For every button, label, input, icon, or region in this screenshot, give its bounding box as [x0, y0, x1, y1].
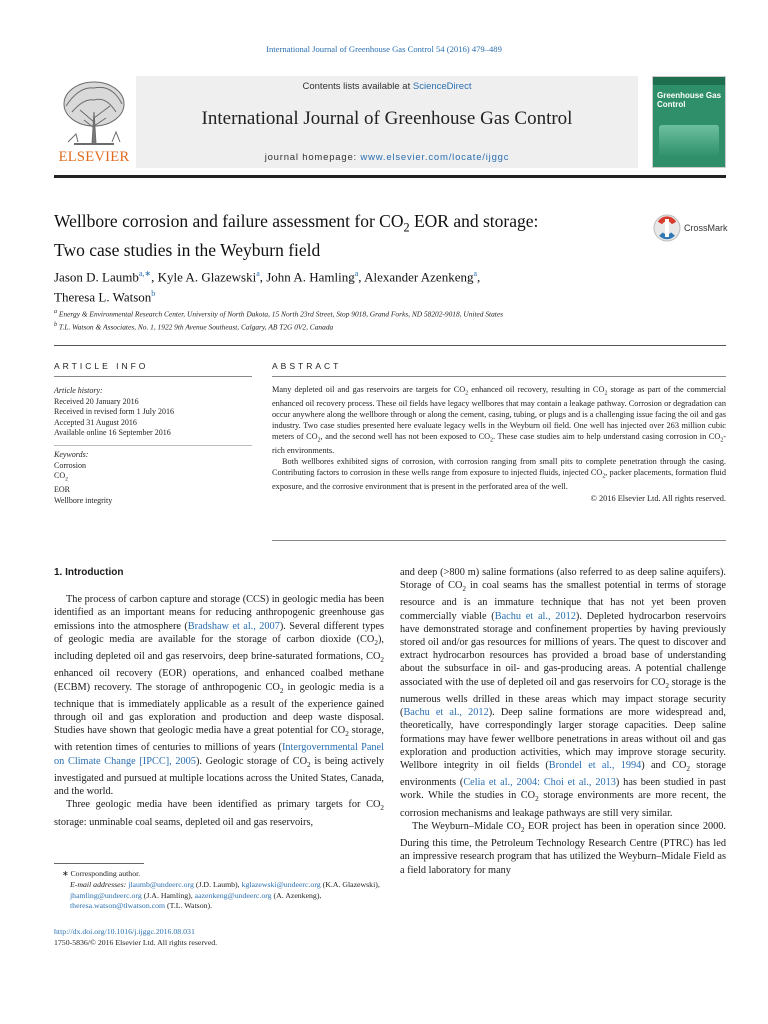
- email-label: E-mail addresses:: [70, 879, 129, 889]
- crossmark-label: CrossMark: [684, 223, 728, 233]
- author-name[interactable]: Kyle A. Glazewski: [157, 269, 257, 285]
- footnote-rule: [54, 863, 144, 864]
- author-separator: ,: [477, 269, 481, 285]
- body-paragraph: Three geologic media have been identified as primary targets for $CO_2$ storage: unminable coal seams, depleted oil and gas reservoirs,: [54, 799, 384, 828]
- body-column-right: [400, 566, 726, 877]
- citation-link[interactable]: Celia et al., 2004: Choi et al., 2013: [463, 777, 616, 789]
- author-list: [54, 265, 694, 306]
- homepage-link[interactable]: www.elsevier.com/locate/ijggc: [360, 152, 510, 163]
- abstract-bottom-rule: [272, 540, 726, 541]
- homepage-prefix: journal homepage:: [264, 152, 361, 163]
- running-head[interactable]: International Journal of Greenhouse Gas Control 54 (2016) 479–489: [266, 44, 502, 54]
- citation-link[interactable]: Intergovernmental Panel on Climate Change [IPCC], 2005: [54, 742, 384, 767]
- crossmark-icon: [652, 213, 682, 243]
- citation-link[interactable]: Bradshaw et al., 2007: [187, 620, 280, 632]
- title-part: Wellbore corrosion and failure assessment for CO: [54, 211, 404, 231]
- email-link[interactable]: jlaumb@undeerc.org: [128, 879, 194, 889]
- cover-art-icon: [659, 125, 719, 157]
- email-link[interactable]: aazenkeng@undeerc.org: [194, 890, 272, 900]
- body-paragraph: The Weyburn–Midale $CO_2$ EOR project has been in operation since 2000. During this time, the Petroleum Technology Research Centre (PTRC) has led an impressive research program that has utilized the Weyburn–Midale Field as a field laboratory for many: [400, 820, 726, 876]
- affiliation-mark: a: [54, 309, 58, 315]
- email-owner: (T.L. Watson).: [165, 901, 213, 911]
- author-separator: ,: [151, 269, 158, 285]
- cover-title: Greenhouse Gas Control: [657, 91, 722, 109]
- citation-link[interactable]: Bachu et al., 2012: [403, 707, 489, 719]
- author-separator: ,: [358, 269, 365, 285]
- title-subscript: 2: [403, 220, 410, 235]
- body-paragraph: and deep (>800 m) saline formations (also referred to as deep saline aquifers). Storage of $CO_2$ in coal seams has the smallest potential in terms of storage resource and is an immature technique that has not yet been proven commercially viable (Bachu et al., 2012). Depleted hydrocarbon reservoirs have demonstrated storage and confinement properties by having previously stored oil and/or gas resources for millions of years. The quest to discover and extract hydrocarbon resources has provided a broad base of understanding about the subsurface in oil- and gas-producing areas. A potential challenge associated with the use of depleted oil and gas reservoirs for $CO_2$ storage is the numerous wells drilled in these areas which may impact storage security (Bachu et al., 2012). Deep saline formations are more widespread and, theoretically, have correspondingly larger storage capacities. Deep saline formations may have fewer wellbore penetrations in areas without oil and gas exploration and production activities, which may improve storage security. Wellbore integrity in oil fields (Brondel et al., 1994) and $CO_2$ storage environments (Celia et al., 2004: Choi et al., 2013) has been studied in past work. While the studies in $CO_2$ storage environments are more recent, the corrosion mechanisms and leakage pathways are still very similar.: [400, 567, 727, 819]
- author-affiliation-mark[interactable]: b: [151, 289, 156, 299]
- journal-header-band: [136, 76, 638, 168]
- contents-line: [136, 81, 638, 92]
- section-heading-introduction: 1. Introduction: [54, 567, 124, 578]
- body-column-left: [54, 566, 384, 829]
- citation-link[interactable]: Brondel et al., 1994: [548, 759, 642, 771]
- history-heading: Article history:: [54, 386, 103, 395]
- email-owner: (K.A. Glazewski),: [320, 879, 380, 889]
- article-info-rule: [54, 376, 252, 377]
- author-affiliation-mark[interactable]: a,∗: [138, 269, 152, 278]
- email-owner: (A. Azenkeng),: [271, 890, 322, 900]
- keyword-item: Wellbore integrity: [54, 495, 113, 505]
- author-separator: ,: [259, 269, 267, 285]
- email-link[interactable]: jhamling@undeerc.org: [70, 890, 142, 900]
- abstract-body: [272, 385, 726, 505]
- masthead: [54, 76, 726, 168]
- homepage-line: [136, 152, 638, 163]
- journal-title: International Journal of Greenhouse Gas Control: [201, 108, 573, 129]
- footnotes: [54, 869, 384, 912]
- abstract-label: ABSTRACT: [272, 361, 342, 371]
- title-line-2: Two case studies in the Weyburn field: [54, 239, 321, 260]
- elsevier-tree-logo-icon: [54, 76, 134, 168]
- email-link[interactable]: kglazewski@undeerc.org: [241, 879, 321, 889]
- corresponding-author-note: ∗ Corresponding author.: [62, 869, 141, 878]
- email-addresses: [54, 880, 384, 912]
- article-info: [54, 386, 252, 507]
- article-title: [54, 210, 644, 261]
- author-name[interactable]: Jason D. Laumb: [54, 269, 139, 285]
- history-item: Available online 16 September 2016: [54, 428, 171, 438]
- sciencedirect-link[interactable]: ScienceDirect: [412, 81, 472, 92]
- history-item: Received in revised form 1 July 2016: [54, 407, 174, 417]
- author-name[interactable]: Alexander Azenkeng: [364, 269, 474, 285]
- author-affiliation-mark[interactable]: a: [354, 269, 359, 278]
- doi-block: [54, 927, 384, 949]
- section-rule: [54, 345, 726, 346]
- keywords-heading: Keywords:: [54, 449, 89, 459]
- contents-prefix: Contents lists available at: [302, 81, 413, 92]
- keyword-item: $CO_2$: [54, 471, 68, 483]
- header-rule: [54, 175, 726, 178]
- abstract-paragraph-2: Both wellbores exhibited signs of corrosion, with corrosion ranging from small pits to complete penetration through the casing. Contributing factors to corrosion in these wells range from exposure to injected fluids, injected $CO_2$, packer placements, formation fluid exposure, and the corrosive environment that is present in the perforated area of the well.: [272, 457, 726, 492]
- abstract-paragraph-1: Many depleted oil and gas reservoirs are targets for $CO_2$ enhanced oil recovery, resulting in $CO_2$ storage as part of the commercial enhanced oil recovery process. These oil fields have legacy wellbores that may contain a leakage pathway. Corrosion or degradation can occur anywhere along the wellbore through or along the cement, casing, tubing, or plugs and is a challenging issue facing the oil and gas industry. Two case studies presented here evaluate legacy wells in the Weyburn oil field. One well has injected over 263 million cubic meters of $CO_2$, and the second well has not been exposed to $CO_2$. These case studies aim to help understand casing corrosion in $CO_2$-rich environments.: [272, 385, 727, 456]
- email-link[interactable]: theresa.watson@tlwatson.com: [70, 901, 166, 911]
- affiliation-b: [54, 320, 694, 333]
- email-owner: (J.A. Hamling),: [141, 890, 195, 900]
- author-name[interactable]: John A. Hamling: [266, 269, 355, 285]
- history-item: Accepted 31 August 2016: [54, 417, 137, 427]
- title-part: EOR and storage:: [409, 211, 539, 231]
- citation-link[interactable]: Bachu et al., 2012: [494, 610, 576, 622]
- author-name[interactable]: Theresa L. Watson: [54, 289, 152, 305]
- publisher-name: ELSEVIER: [58, 149, 130, 165]
- affiliation-mark: b: [54, 321, 58, 328]
- affiliations: [54, 307, 694, 333]
- author-affiliation-mark[interactable]: a: [473, 269, 478, 278]
- keywords-rule: [54, 445, 252, 446]
- affiliation-text: Energy & Environmental Research Center, University of North Dakota, 15 North 23rd Street, Stop 9018, Grand Forks, ND 58202-9018, United States: [57, 309, 503, 319]
- issn-line: 1750-5836/© 2016 Elsevier Ltd. All rights reserved.: [54, 937, 218, 947]
- journal-cover-thumbnail[interactable]: [652, 76, 726, 168]
- history-item: Received 20 January 2016: [54, 396, 139, 406]
- copyright: © 2016 Elsevier Ltd. All rights reserved.: [590, 494, 726, 504]
- author-affiliation-mark[interactable]: a: [256, 269, 260, 278]
- keyword-item: Corrosion: [54, 460, 86, 470]
- affiliation-text: T.L. Watson & Associates, No. 1, 1922 9th Avenue Southeast, Calgary, AB T2G 0V2, Canada: [57, 322, 334, 332]
- email-owner: (J.D. Laumb),: [193, 879, 242, 889]
- cover-strip: [653, 77, 725, 85]
- body-paragraph: The process of carbon capture and storage (CCS) in geologic media has been identified as an important means for reducing anthropogenic greenhouse gas emissions into the atmosphere (Bradshaw et al., 2007). Several different types of geologic media are available for the storage of carbon dioxide $(CO_2)$, including depleted oil and gas reservoirs, deep brine-saturated formations, $CO_2$ enhanced oil recovery (EOR) operations, and enhanced coalbed methane (ECBM) recovery. The storage of anthropogenic $CO_2$ in geologic media is a technique that is immediately applicable as a result of the experience gained through oil and gas exploration and production and deep waste disposal. Studies have shown that geologic media have a great potential for $CO_2$ storage, with retention times of centuries to millions of years (Intergovernmental Panel on Climate Change [IPCC], 2005). Geologic storage of $CO_2$ is being actively investigated and pursued at multiple locations across the United States, Canada, and the world.: [54, 594, 384, 798]
- crossmark-badge[interactable]: [652, 213, 728, 245]
- keyword-item: EOR: [54, 485, 70, 495]
- affiliation-a: [54, 307, 694, 320]
- article-info-label: ARTICLE INFO: [54, 361, 149, 371]
- doi-link[interactable]: http://dx.doi.org/10.1016/j.ijggc.2016.08.031: [54, 927, 195, 936]
- abstract-rule: [272, 376, 726, 377]
